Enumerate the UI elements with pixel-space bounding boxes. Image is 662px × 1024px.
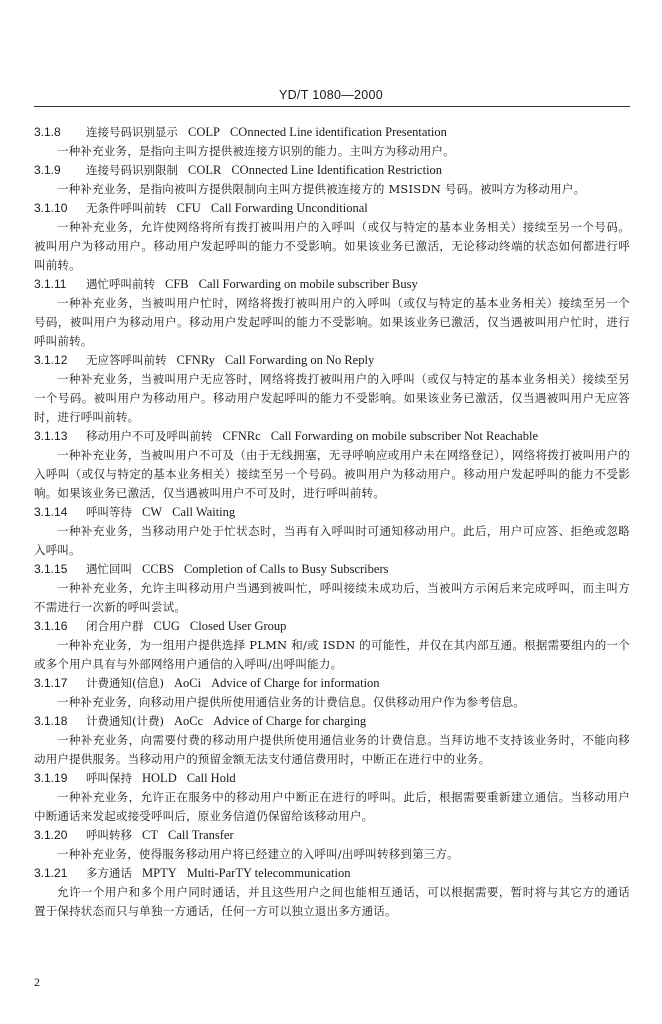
term-chinese: 连接号码识别限制 <box>86 163 178 177</box>
definition-section <box>34 199 630 275</box>
definition-text: 一种补充业务，是指向被叫方提供限制向主叫方提供被连接方的 MSISDN 号码。被叫方为移动用户。 <box>57 182 586 196</box>
section-number: 3.1.20 <box>34 828 68 842</box>
section-number: 3.1.11 <box>34 277 67 291</box>
definition-text: 一种补充业务，是指向主叫方提供被连接方识别的能力。主叫方为移动用户。 <box>57 144 455 158</box>
definition-text: 一种补充业务，当被叫用户忙时，网络将拨打被叫用户的入呼叫（或仅与特定的基本业务相关）接续至另一个号码，被叫用户为移动用户。移动用户发起呼叫的能力不受影响。如果该业务已激活，仅当遇被叫用户忙时，进行呼叫前转。 <box>34 296 630 348</box>
term-abbreviation: AoCc <box>173 714 204 728</box>
term-english: Call Waiting <box>172 505 236 519</box>
term-english: Call Forwarding on mobile subscriber Not Reachable <box>270 429 539 443</box>
term-chinese: 遇忙呼叫前转 <box>86 277 155 291</box>
definition-section <box>34 864 630 921</box>
definition-text: 允许一个用户和多个用户同时通话，并且这些用户之间也能相互通话，可以根据需要，暂时将与其它方的通话置于保持状态而只与单独一方通话，任何一方可以独立退出多方通话。 <box>34 885 630 918</box>
term-english: Closed User Group <box>189 619 287 633</box>
section-number: 3.1.15 <box>34 562 68 576</box>
definition-text: 一种补充业务，使得服务移动用户将已经建立的入呼叫/出呼叫转移到第三方。 <box>57 847 459 861</box>
term-english: Call Forwarding on No Reply <box>224 353 375 367</box>
section-heading <box>34 674 630 693</box>
term-english: Completion of Calls to Busy Subscribers <box>183 562 389 576</box>
definition-text: 一种补充业务，当被叫用户无应答时，网络将拨打被叫用户的入呼叫（或仅与特定的基本业务相关）接续至另一个号码。被叫用户为移动用户。移动用户发起呼叫的能力不受影响。如果该业务已激活，仅当遇被叫用户无应答时，进行呼叫前转。 <box>34 372 630 424</box>
term-english: COnnected Line Identification Restriction <box>231 163 443 177</box>
term-chinese: 闭合用户群 <box>86 619 144 633</box>
definition-text: 一种补充业务，当移动用户处于忙状态时，当再有入呼叫时可通知移动用户。此后，用户可应答、拒绝或忽略入呼叫。 <box>34 524 630 557</box>
header-rule <box>34 106 630 107</box>
section-number: 3.1.13 <box>34 429 68 443</box>
definition-section <box>34 503 630 560</box>
definition-text: 一种补充业务，当被叫用户不可及（由于无线拥塞，无寻呼响应或用户未在网络登记），网络将拨打被叫用户的入呼叫（或仅与特定的基本业务相关）接续至另一个号码。被叫用户为移动用户。移动用户发起呼叫的能力不受影响。如果该业务已激活，仅当遇被叫用户不可及时，进行呼叫前转。 <box>34 448 630 500</box>
term-abbreviation: AoCi <box>173 676 202 690</box>
term-chinese: 呼叫转移 <box>86 828 132 842</box>
section-number: 3.1.19 <box>34 771 68 785</box>
section-number: 3.1.16 <box>34 619 68 633</box>
term-abbreviation: HOLD <box>142 771 177 785</box>
term-abbreviation: CFNRc <box>222 429 261 443</box>
term-chinese: 呼叫等待 <box>86 505 132 519</box>
term-english: Multi-ParTY telecommunication <box>186 866 351 880</box>
definition-text: 一种补充业务，向移动用户提供所使用通信业务的计费信息。仅供移动用户作为参考信息。 <box>57 695 525 709</box>
term-english: COnnected Line identification Presentation <box>229 125 447 139</box>
definition-section <box>34 427 630 503</box>
page-header <box>0 88 662 102</box>
term-english: Call Forwarding on mobile subscriber Busy <box>198 277 418 291</box>
section-heading <box>34 712 630 731</box>
definition-section <box>34 674 630 712</box>
definition-text: 一种补充业务，向需要付费的移动用户提供所使用通信业务的计费信息。当拜访地不支持该业务时，不能向移动用户提供服务。当移动用户的预留金额无法支付通信费用时，中断正在进行中的业务。 <box>34 733 630 766</box>
term-english: Advice of Charge for information <box>211 676 380 690</box>
standard-number: YD/T 1080—2000 <box>278 88 384 102</box>
term-abbreviation: CFB <box>165 277 189 291</box>
term-abbreviation: MPTY <box>142 866 177 880</box>
term-chinese: 多方通话 <box>86 866 132 880</box>
definition-text: 一种补充业务，允许主叫移动用户当遇到被叫忙，呼叫接续未成功后，当被叫方示闲后来完成呼叫，而主叫方不需进行一次新的呼叫尝试。 <box>34 581 630 614</box>
term-chinese: 连接号码识别显示 <box>86 125 178 139</box>
term-english: Advice of Charge for charging <box>213 714 367 728</box>
definition-section <box>34 351 630 427</box>
term-english: Call Forwarding Unconditional <box>210 201 368 215</box>
definition-section <box>34 161 630 199</box>
definition-section <box>34 712 630 769</box>
term-abbreviation: CCBS <box>142 562 174 576</box>
section-heading <box>34 617 630 636</box>
section-heading <box>34 123 630 142</box>
definition-section <box>34 123 630 161</box>
term-chinese: 无应答呼叫前转 <box>86 353 167 367</box>
section-heading <box>34 351 630 370</box>
section-heading <box>34 560 630 579</box>
definition-text: 一种补充业务，允许正在服务中的移动用户中断正在进行的呼叫。此后，根据需要重新建立通信。当移动用户中断通话来发起或接受呼叫后，原业务信道仍保留给该移动用户。 <box>34 790 630 823</box>
section-number: 3.1.9 <box>34 163 61 177</box>
term-abbreviation: CUG <box>153 619 180 633</box>
section-number: 3.1.12 <box>34 353 68 367</box>
term-chinese: 移动用户不可及呼叫前转 <box>86 429 213 443</box>
section-number: 3.1.10 <box>34 201 68 215</box>
section-number: 3.1.18 <box>34 714 68 728</box>
page-number: 2 <box>34 975 40 989</box>
term-abbreviation: CFU <box>176 201 201 215</box>
term-chinese: 无条件呼叫前转 <box>86 201 167 215</box>
definition-section <box>34 275 630 351</box>
definition-section <box>34 769 630 826</box>
definition-text: 一种补充业务，允许使网络将所有拨打被叫用户的入呼叫（或仅与特定的基本业务相关）接续至另一个号码。被叫用户为移动用户。移动用户发起呼叫的能力不受影响。如果该业务已激活，无论移动终端的状态如何都进行呼叫前转。 <box>34 220 630 272</box>
section-heading <box>34 275 630 294</box>
term-chinese: 计费通知(计费) <box>86 714 164 728</box>
section-heading <box>34 161 630 180</box>
definition-section <box>34 617 630 674</box>
term-english: Call Transfer <box>167 828 234 842</box>
term-abbreviation: CFNRy <box>176 353 215 367</box>
section-heading <box>34 503 630 522</box>
term-abbreviation: COLR <box>188 163 222 177</box>
term-chinese: 计费通知(信息) <box>86 676 164 690</box>
section-heading <box>34 864 630 883</box>
section-heading <box>34 199 630 218</box>
section-heading <box>34 769 630 788</box>
definition-section <box>34 826 630 864</box>
term-english: Call Hold <box>186 771 236 785</box>
term-chinese: 呼叫保持 <box>86 771 132 785</box>
term-abbreviation: CW <box>142 505 163 519</box>
term-chinese: 遇忙回叫 <box>86 562 132 576</box>
definition-section <box>34 560 630 617</box>
section-heading <box>34 826 630 845</box>
section-heading <box>34 427 630 446</box>
term-abbreviation: CT <box>142 828 158 842</box>
document-body <box>34 123 630 921</box>
section-number: 3.1.14 <box>34 505 68 519</box>
section-number: 3.1.8 <box>34 125 61 139</box>
section-number: 3.1.21 <box>34 866 68 880</box>
definition-text: 一种补充业务，为一组用户提供选择 PLMN 和/或 ISDN 的可能性，并仅在其内部互通。根据需要组内的一个或多个用户具有与外部网络用户通信的入呼叫/出呼叫能力。 <box>34 638 630 671</box>
section-number: 3.1.17 <box>34 676 68 690</box>
term-abbreviation: COLP <box>188 125 220 139</box>
